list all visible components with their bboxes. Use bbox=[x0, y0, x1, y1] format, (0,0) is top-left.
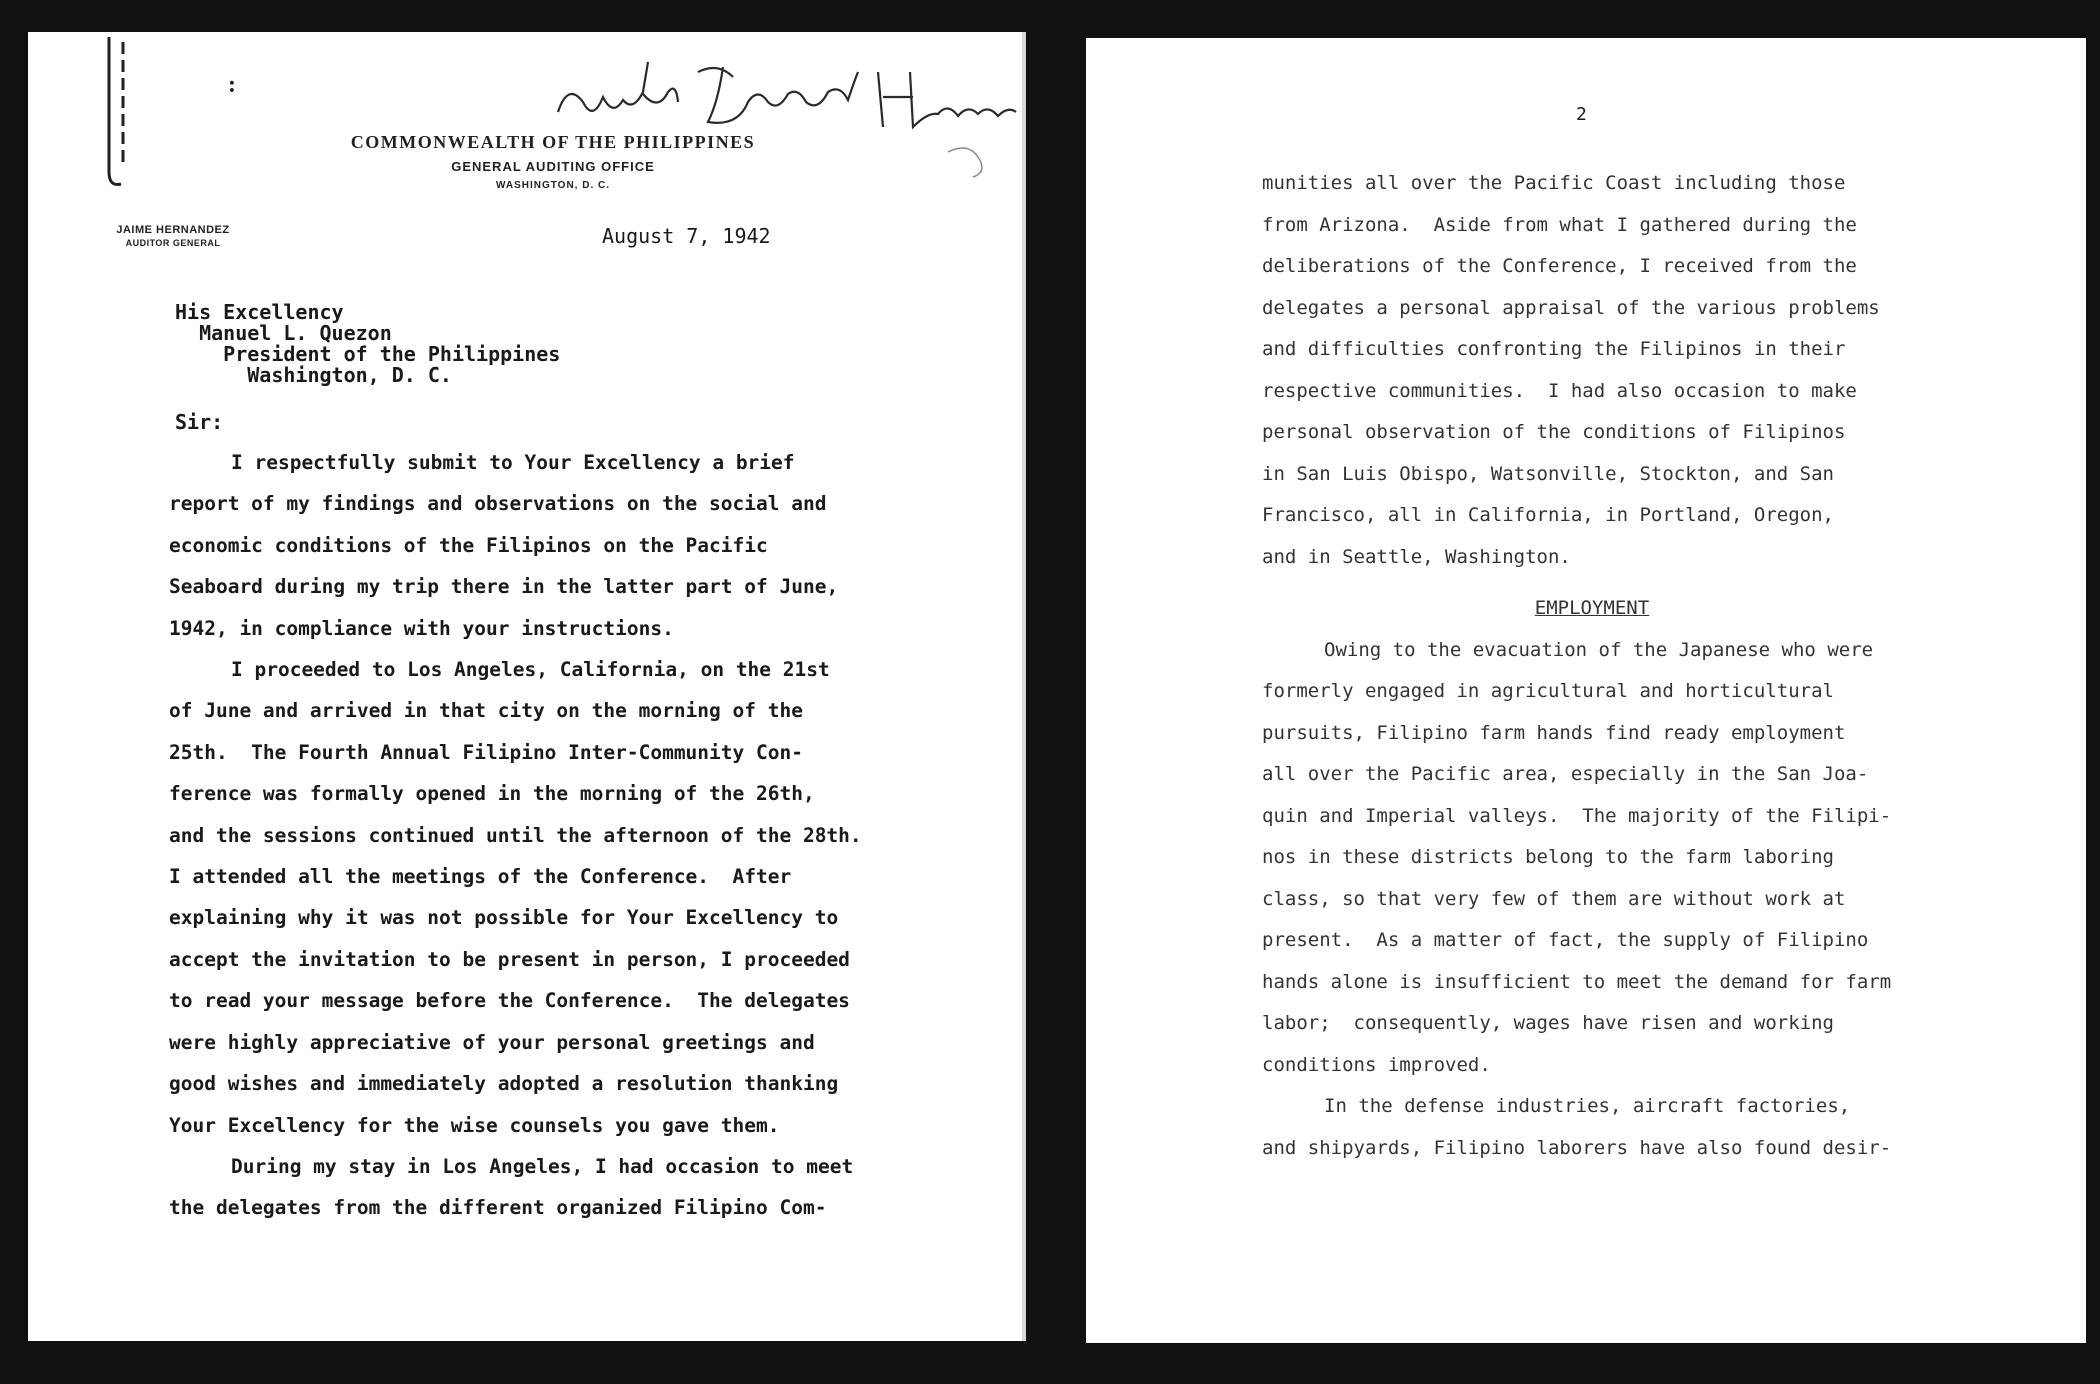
body-line: class, so that very few of them are without work at bbox=[1262, 887, 1846, 910]
body-line: accept the invitation to be present in person, I proceeded bbox=[169, 947, 850, 971]
body-line: and shipyards, Filipino laborers have also found desir- bbox=[1262, 1136, 1892, 1159]
letterhead-office: GENERAL AUDITING OFFICE bbox=[451, 159, 655, 174]
letterhead bbox=[228, 132, 878, 191]
body-line: good wishes and immediately adopted a resolution thanking bbox=[169, 1072, 839, 1096]
addressee-block bbox=[175, 302, 560, 386]
page-number: 2 bbox=[1576, 104, 1587, 125]
body-line: deliberations of the Conference, I received from the bbox=[1262, 255, 1857, 277]
body-line: explaining why it was not possible for Your Excellency to bbox=[169, 906, 839, 930]
body-line: and in Seattle, Washington. bbox=[1262, 545, 1571, 568]
body-line: hands alone is insufficient to meet the demand for farm bbox=[1262, 970, 1892, 993]
body-line: were highly appreciative of your personal greetings and bbox=[169, 1030, 815, 1054]
letter-body bbox=[169, 442, 989, 1229]
sender-name: JAIME HERNANDEZ bbox=[116, 224, 230, 236]
body-line: economic conditions of the Filipinos on the Pacific bbox=[169, 533, 768, 557]
addressee-line: Washington, D. C. bbox=[175, 363, 452, 387]
body-line: and the sessions continued until the afternoon of the 28th. bbox=[169, 823, 862, 847]
body-line: delegates a personal appraisal of the various problems bbox=[1262, 296, 1880, 319]
body-line: from Arizona. Aside from what I gathered during the bbox=[1262, 213, 1857, 236]
body-line: I respectfully submit to Your Excellency a brief bbox=[231, 451, 795, 474]
right-letter-page bbox=[1086, 38, 2086, 1343]
body-line: I proceeded to Los Angeles, California, on the 21st bbox=[231, 658, 830, 682]
body-line: of June and arrived in that city on the morning of the bbox=[169, 699, 803, 723]
body-line: munities all over the Pacific Coast including those bbox=[1262, 172, 1846, 194]
body-line: During my stay in Los Angeles, I had occasion to meet bbox=[231, 1154, 854, 1178]
body-line: in San Luis Obispo, Watsonville, Stockton, and San bbox=[1262, 462, 1834, 485]
colon-mark: : bbox=[228, 72, 236, 98]
body-line: conditions improved. bbox=[1262, 1053, 1491, 1076]
body-line: quin and Imperial valleys. The majority of the Filipi- bbox=[1262, 804, 1892, 827]
continuation-body bbox=[1262, 163, 2062, 1169]
body-line: I attended all the meetings of the Conference. After bbox=[169, 865, 792, 889]
body-line: all over the Pacific area, especially in the San Joa- bbox=[1262, 763, 1869, 785]
page-edge bbox=[1022, 32, 1026, 1341]
body-line: 25th. The Fourth Annual Filipino Inter-Community Con- bbox=[169, 740, 803, 764]
binder-clip-icon bbox=[101, 32, 131, 192]
body-line: labor; consequently, wages have risen and working bbox=[1262, 1012, 1834, 1034]
body-line: In the defense industries, aircraft factories, bbox=[1324, 1095, 1851, 1117]
letterhead-location: WASHINGTON, D. C. bbox=[495, 180, 611, 191]
addressee-line: Manuel L. Quezon bbox=[175, 321, 392, 345]
sender-block bbox=[88, 224, 258, 248]
body-line: Seaboard during my trip there in the latter part of June, bbox=[169, 575, 839, 599]
body-line: formerly engaged in agricultural and horticultural bbox=[1262, 680, 1834, 702]
left-letter-page bbox=[28, 32, 1026, 1341]
body-line: respective communities. I had also occasion to make bbox=[1262, 379, 1857, 402]
salutation: Sir: bbox=[175, 410, 224, 434]
body-line: and difficulties confronting the Filipinos in their bbox=[1262, 338, 1846, 360]
sender-title: AUDITOR GENERAL bbox=[125, 238, 221, 248]
body-line: to read your message before the Conference. The delegates bbox=[169, 989, 850, 1013]
body-line: Francisco, all in California, in Portland, Oregon, bbox=[1262, 504, 1834, 526]
body-line: the delegates from the different organized Filipino Com- bbox=[169, 1196, 827, 1220]
body-line: 1942, in compliance with your instructions. bbox=[169, 616, 674, 640]
letterhead-title: COMMONWEALTH OF THE PHILIPPINES bbox=[350, 132, 756, 152]
letter-date: August 7, 1942 bbox=[602, 224, 771, 248]
body-line: nos in these districts belong to the farm laboring bbox=[1262, 846, 1834, 868]
section-heading-employment: EMPLOYMENT bbox=[1534, 597, 1650, 619]
body-line: ference was formally opened in the morning of the 26th, bbox=[169, 782, 815, 806]
addressee-line: His Excellency bbox=[175, 300, 344, 324]
addressee-line: President of the Philippines bbox=[175, 342, 561, 366]
body-line: Owing to the evacuation of the Japanese who were bbox=[1324, 638, 1874, 661]
body-line: personal observation of the conditions of Filipinos bbox=[1262, 421, 1846, 443]
body-line: report of my findings and observations on the social and bbox=[169, 492, 827, 516]
body-line: pursuits, Filipino farm hands find ready employment bbox=[1262, 721, 1846, 744]
body-line: present. As a matter of fact, the supply of Filipino bbox=[1262, 929, 1869, 951]
body-line: Your Excellency for the wise counsels you gave them. bbox=[169, 1113, 780, 1137]
